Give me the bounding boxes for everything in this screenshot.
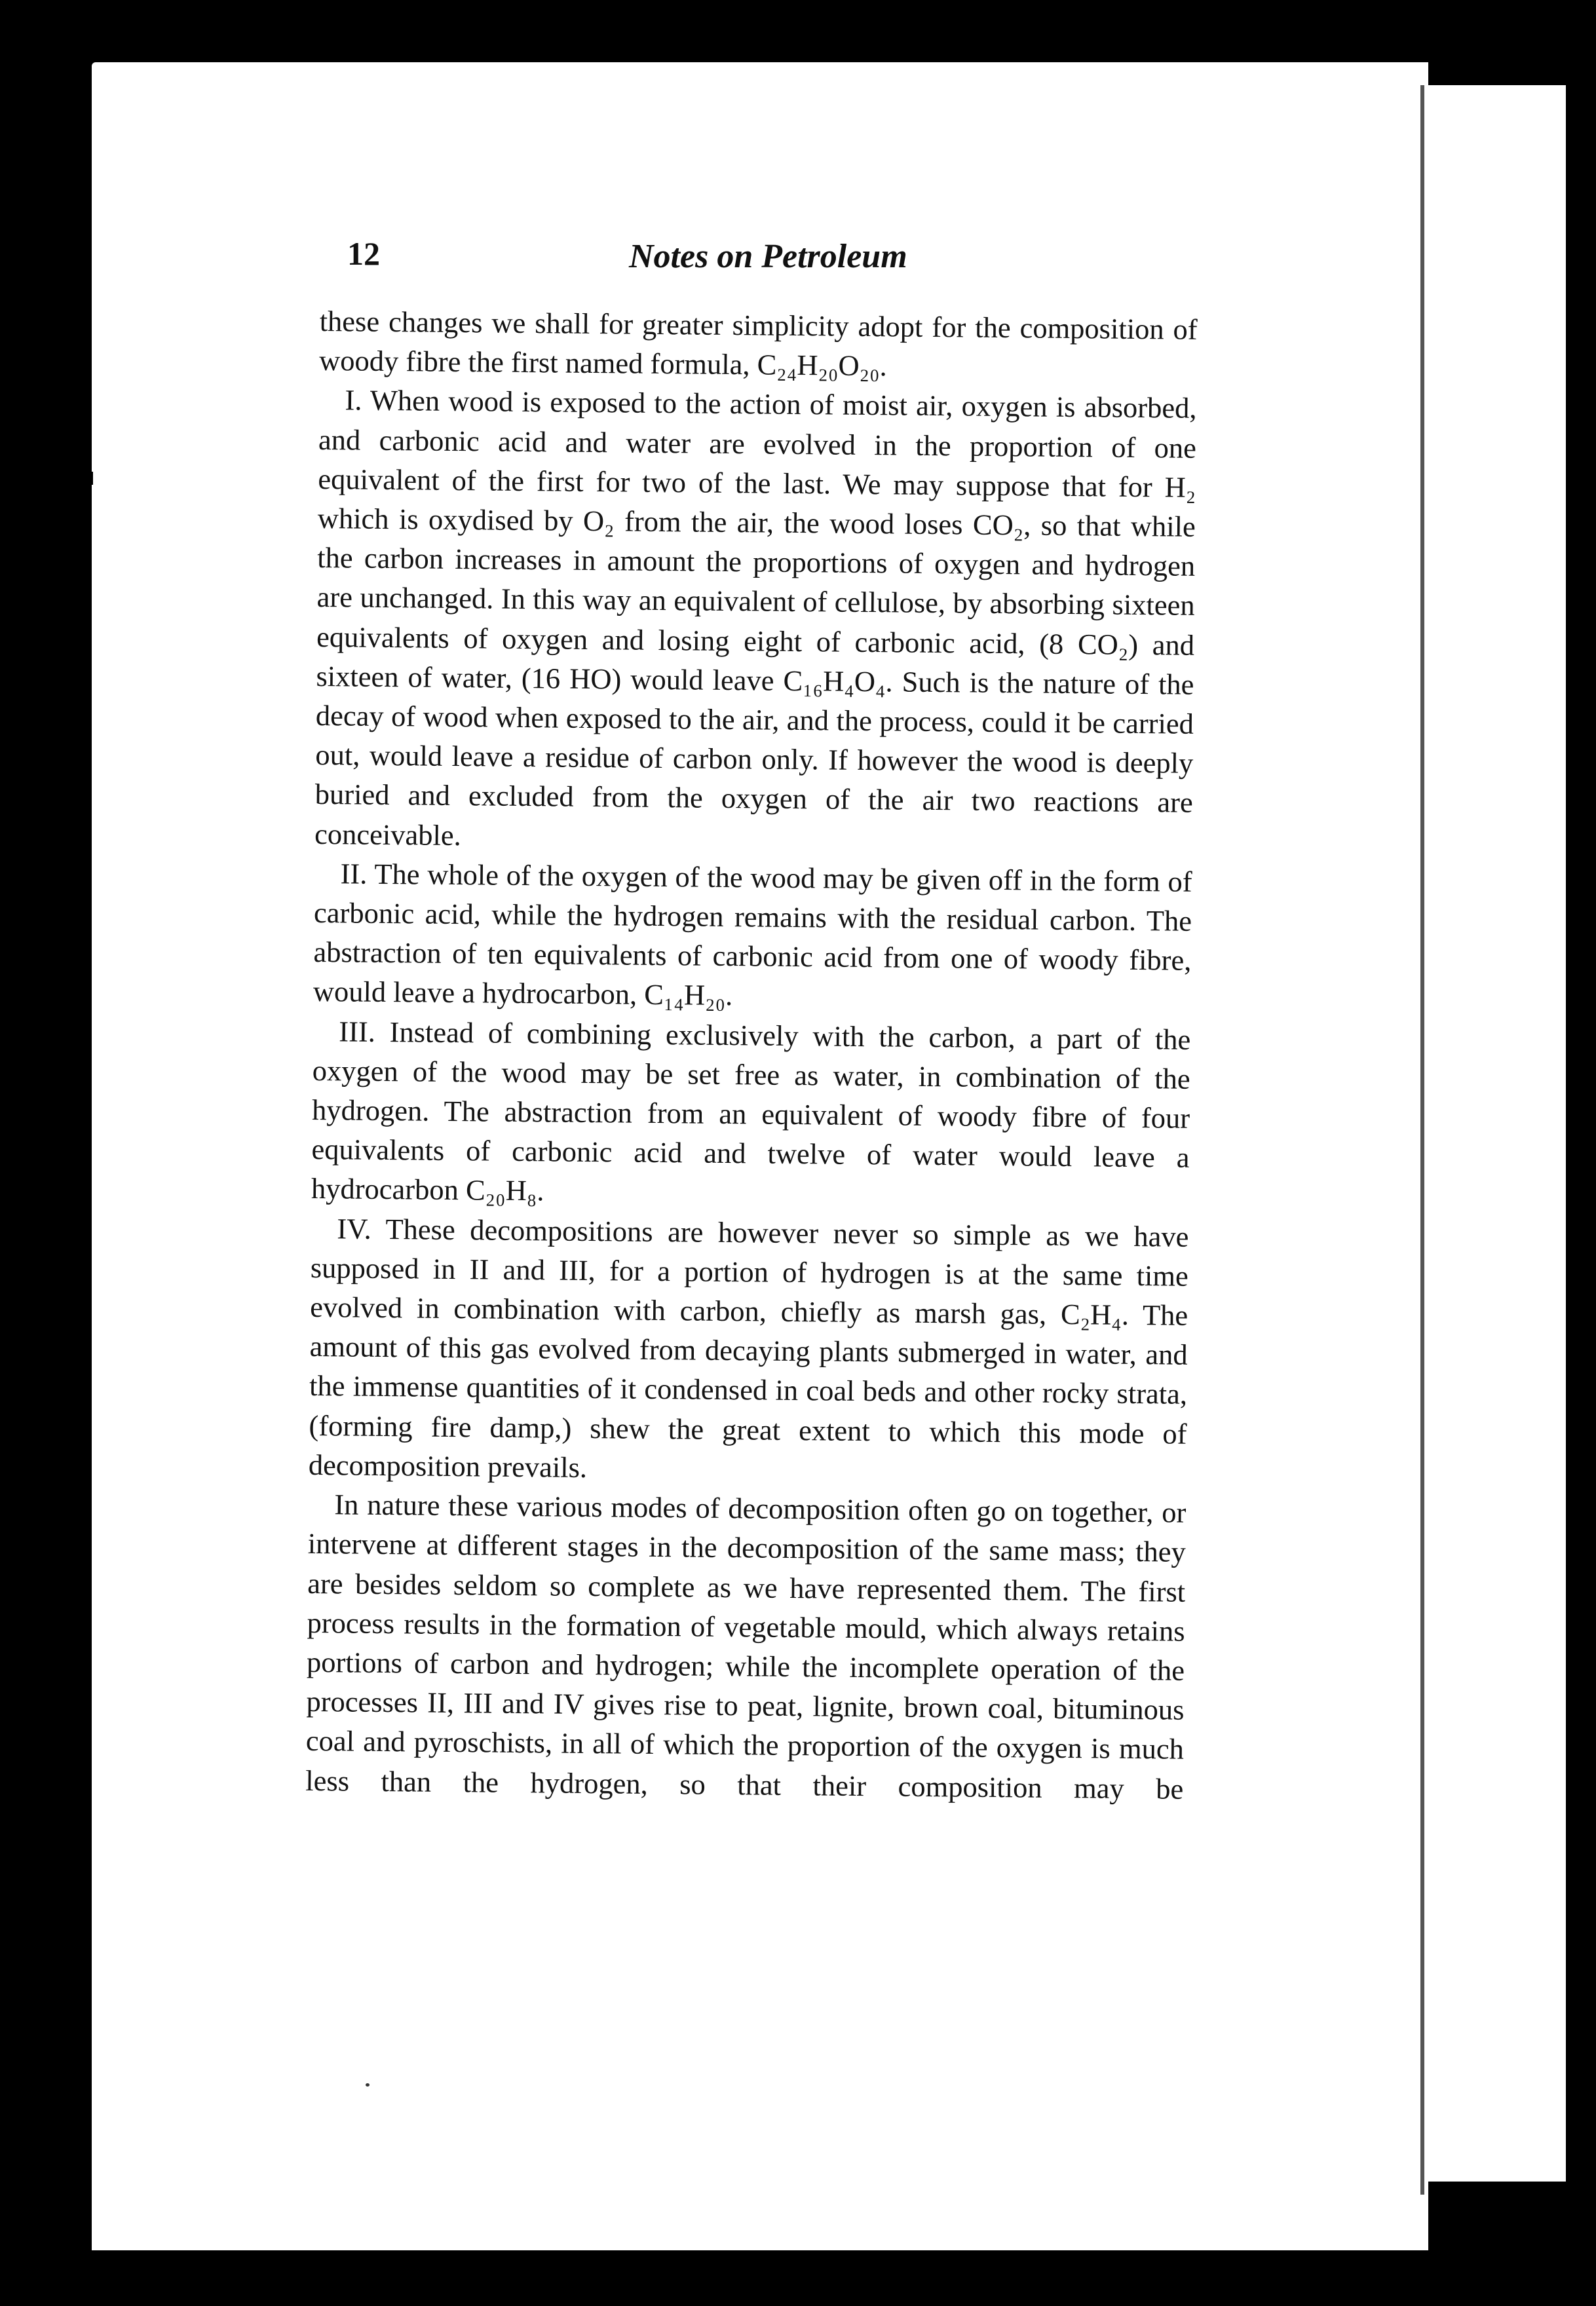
page-gutter-shadow (1420, 85, 1424, 2195)
paragraph-section-i: I. When wood is exposed to the action of moist air, oxygen is absorbed, and carbonic acid and water are evolved in the proportion of one equivalent of the first for two of the last. We may suppose that for H₂ which is oxydised by O₂ from the air, the wood loses CO₂, so that while the carbon increases in amount the proportions of oxygen and hydrogen are unchanged. In this way an equivalent of cellulose, by absorbing sixteen equivalents of oxygen and losing eight of carbonic acid, (8 CO₂) and sixteen of water, (16 HO) would leave C₁₆H₄O₄. Such is the nature of the decay of wood when exposed to the air, and the process, could it be carried out, would leave a residue of carbon only. If however the wood is deeply buried and excluded from the oxygen of the air two reactions are conceivable. (314, 383, 1197, 852)
scan-edge-mark (88, 472, 93, 485)
paragraph-section-iv: IV. These decompositions are however never so simple as we have supposed in II and III, for a portion of hydrogen is at the same time evolved in combination with carbon, chiefly as marsh gas, C₂H₄. The amount of this gas evolved from decaying plants submerged in water, and the immense quantities of it condensed in coal beds and other rocky strata, (forming fire damp,) shew the great extent to which this mode of decomposition prevails. (308, 1211, 1189, 1484)
page-header (347, 235, 1264, 287)
running-title: Notes on Petroleum (629, 238, 907, 275)
facing-page-edge (1428, 85, 1566, 2182)
paragraph-continuation: these changes we shall for greater simplicity adopt for the composition of woody fibre the first named formula, C₂₄H₂₀O₂₀. (318, 304, 1198, 383)
paragraph-in-nature: In nature these various modes of decomposition often go on together, or intervene at different stages in the decomposition of the same mass; they are besides seldom so complete as we have represented them. The first process results in the formation of vegetable mould, which always retains portions of carbon and hydrogen; while the incomplete operation of the processes II, III and IV gives rise to peat, lignite, brown coal, bituminous coal and pyroschists, in all of which the proportion of the oxygen is much less than the hydrogen, so that their composition may be (305, 1488, 1187, 1805)
page-number: 12 (347, 235, 380, 272)
paragraph-section-iii: III. Instead of combining exclusively with the carbon, a part of the oxygen of the wood may be set free as water, in combination of the hydrogen. The abstraction from an equivalent of woody fibre of four equivalents of carbonic acid and twelve of water would leave a hydrocarbon C₂₀H₈. (311, 1014, 1191, 1207)
body-text (305, 301, 1198, 1808)
paragraph-section-ii: II. The whole of the oxygen of the wood may be given off in the form of carbonic acid, while the hydrogen remains with the residual carbon. The abstraction of ten equivalents of carbonic acid from one of woody fibre, would leave a hydrocarbon, C₁₄H₂₀. (313, 857, 1192, 1012)
scan-speck (366, 2083, 370, 2087)
